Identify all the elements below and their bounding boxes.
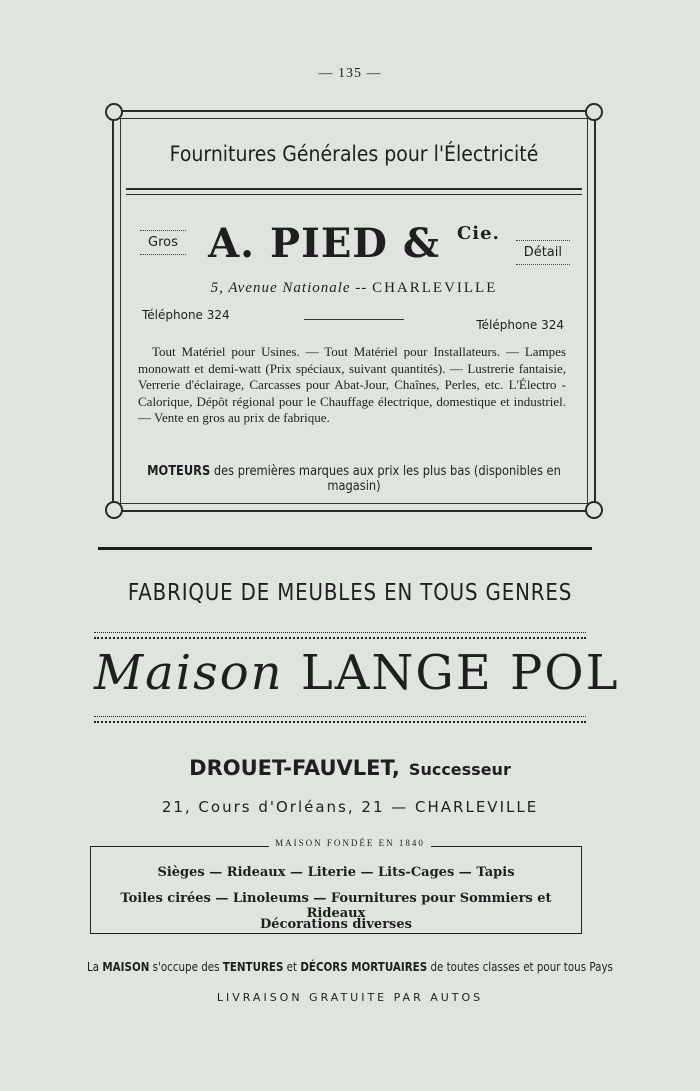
electricity-ad-body: Tout Matériel pour Usines. — Tout Matériel pour Installateurs. — Lampes monowatt et demi-watt (Prix spéciaux, suivant quantités). — Lustrerie fantaisie, Verrerie d'éclairage, Carcasses pour Abat-Jour, Chaînes, Perles, etc. L'Électro - Calorique, Dépôt régional pour le Chauffage électrique, domestique et industriel. — Vente en gros au prix de fabrique. <box>138 344 566 425</box>
goods-box <box>90 846 582 934</box>
founded-text: MAISON FONDÉE EN 1840 <box>269 838 431 848</box>
maison-word: Maison <box>94 645 284 701</box>
note-decors: DÉCORS MORTUAIRES <box>300 960 428 974</box>
gros-label: Gros <box>140 230 186 255</box>
footer-motors: MOTEURS <box>147 464 211 479</box>
ornament-corner-icon <box>585 103 603 121</box>
title-divider <box>126 188 582 195</box>
note-part-b: s'occupe des <box>149 960 223 974</box>
telephone-ornament <box>304 319 404 320</box>
dotted-divider-top <box>94 632 586 639</box>
firm-name <box>114 220 594 267</box>
note-tentures: TENTURES <box>222 960 284 974</box>
ornament-corner-icon <box>105 501 123 519</box>
telephone-left: Téléphone 324 <box>142 308 230 322</box>
mortuary-note <box>49 960 651 974</box>
electricity-ad-title: Fournitures Générales pour l'Électricité <box>169 142 539 166</box>
dotted-divider-bottom <box>94 716 586 723</box>
founded-label <box>0 838 700 848</box>
furniture-address: 21, Cours d'Orléans, 21 — CHARLEVILLE <box>161 798 539 816</box>
telephone-right: Téléphone 324 <box>476 318 564 332</box>
ornament-corner-icon <box>585 501 603 519</box>
furniture-ad-heading: FABRIQUE DE MEUBLES EN TOUS GENRES <box>127 580 573 606</box>
detail-label: Détail <box>516 240 570 265</box>
successor-label: Successeur <box>408 760 511 779</box>
footer-text: des premières marques aux prix les plus bas (disponibles en magasin) <box>210 464 561 494</box>
note-maison: MAISON <box>102 960 150 974</box>
successor-name: DROUET-FAUVLET, <box>189 756 400 780</box>
electricity-ad-footer <box>143 464 565 494</box>
goods-line-3: Décorations diverses <box>260 917 412 932</box>
firm-address-city: CHARLEVILLE <box>372 280 498 296</box>
electricity-advertisement <box>112 110 596 512</box>
maison-owner: LANGE POL <box>300 645 620 701</box>
successor-line <box>0 756 700 780</box>
firm-name-suffix: Cie. <box>456 223 500 244</box>
maison-name <box>94 645 620 701</box>
goods-line-1: Sièges — Rideaux — Literie — Lits-Cages — Tapis <box>157 865 515 880</box>
firm-address-street: 5, Avenue Nationale -- <box>210 280 368 296</box>
note-part-a: La <box>87 960 103 974</box>
section-separator <box>98 547 592 550</box>
ornament-corner-icon <box>105 103 123 121</box>
note-part-c: et <box>283 960 301 974</box>
firm-name-main: A. PIED & <box>208 220 441 267</box>
page-number: — 135 — <box>318 66 382 81</box>
note-part-d: de toutes classes et pour tous Pays <box>427 960 613 974</box>
firm-address <box>114 280 594 297</box>
goods-line-2: Toiles cirées — Linoleums — Fournitures pour Sommiers et Rideaux <box>120 891 552 921</box>
delivery-note: LIVRAISON GRATUITE PAR AUTOS <box>216 991 484 1004</box>
